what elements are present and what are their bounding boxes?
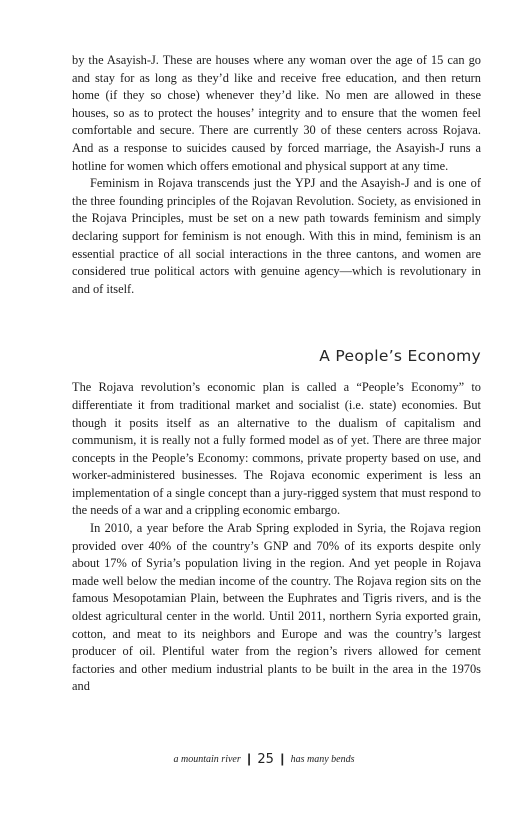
body-paragraph: The Rojava revolution’s economic plan is called a “People’s Economy” to differentiate it from traditional market and socialist (i.e. state) economies. But though it posits itself as an alternative to the dualism of capitalism and communism, it is really not a fully formed model as of yet. There are three major concepts in the People’s Economy: commons, private property based on use, and worker-administered businesses. The Rojava economic experiment is less an implementation of a single concept than a jury-rigged system that must respond to the needs of a war and a crippling economic embargo. [72,380,481,518]
page-body [72,52,481,696]
footer-separator: | [280,751,285,766]
body-paragraph: by the Asayish-J. These are houses where any woman over the age of 15 can go and stay for as long as they’d like and receive free education, and then return home (if they so chose) whenever they’d like. No men are allowed in these houses, so as to protect the houses’ integrity and to ensure that the women feel comfortable and secure. There are currently 30 of these centers across Rojava. And as a response to suicides caused by forced marriage, the Asayish-J runs a hotline for women which offers emotional and physical support at any time. [72,53,481,173]
section-heading: A People’s Economy [319,347,481,366]
page-number: 25 [257,752,274,767]
footer-right-runner: has many bends [290,754,355,765]
body-paragraph: Feminism in Rojava transcends just the YPJ and the Asayish-J and is one of the three founding principles of the Rojavan Revolution. Society, as envisioned in the Rojava Principles, must be set on a new path towards feminism and simply declaring support for feminism is not enough. With this in mind, feminism is an essential practice of all social interactions in the three cantons, and women are considered true political actors with genuine agency—which is revolutionary in and of itself. [72,176,481,296]
footer-left-runner: a mountain river [173,754,241,765]
footer-separator: | [247,751,251,766]
body-paragraph: In 2010, a year before the Arab Spring exploded in Syria, the Rojava region provided over 40% of the country’s GNP and 70% of its exports despite only about 17% of Syria’s population living in the region. And yet people in Rojava made well below the median income of the country. The Rojava region sits on the famous Mesopotamian Plain, between the Euphrates and Tigris rivers, and is the oldest agricultural center in the world. Until 2011, northern Syria exported grain, cotton, and meat to its neighbors and Europe and was the country’s largest producer of oil. Plentiful water from the region’s rivers allowed for cement factories and other medium industrial plants to be built in the area in the 1970s and [72,521,481,694]
page-footer [0,750,528,766]
